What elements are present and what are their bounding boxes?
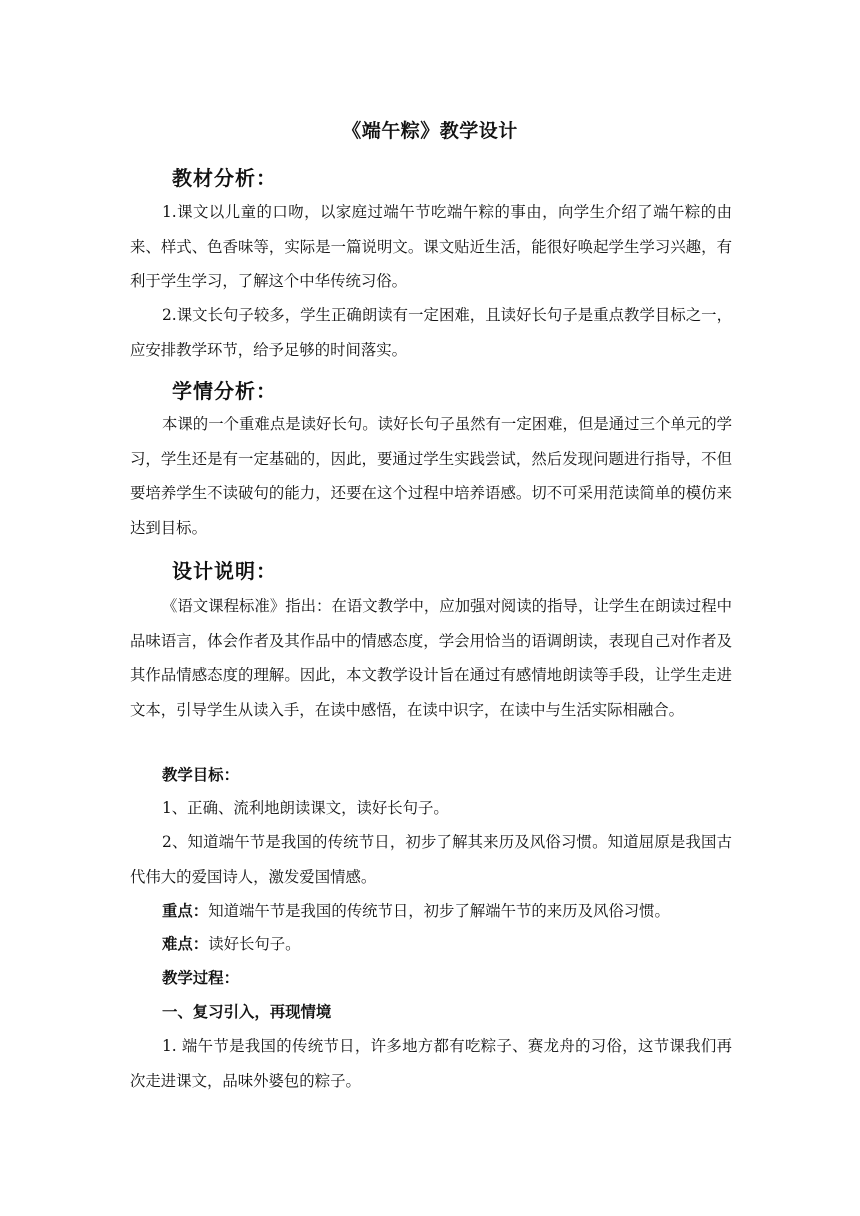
label-teaching-process: 教学过程： [162,969,239,987]
goal-item-1: 1、正确、流利地朗读课文，读好长句子。 [162,799,449,817]
heading-learner-analysis: 学情分析： [172,379,277,403]
difficulty-line [162,927,301,961]
paragraph-design-1: 《语文课程标准》指出：在语文教学中，应加强对阅读的指导，让学生在朗读过程中品味语言，体会作者及其作品中的情感态度，学会用恰当的语调朗读，表现自己对作者及其作品情感态度的理解。因此，本文教学设计旨在通过有感情地朗读等手段，让学生走进文本，引导学生从读入手，在读中感悟，在读中识字，在读中与生活实际相融合。 [130,597,732,719]
difficulty-label: 难点： [162,935,209,953]
step-1-paragraph-1: 1. 端午节是我国的传统节日，许多地方都有吃粽子、赛龙舟的习俗，这节课我们再次走进课文，品味外婆包的粽子。 [130,1037,732,1090]
paragraph-material-2: 2.课文长句子较多，学生正确朗读有一定困难，且读好长句子是重点教学目标之一，应安排教学环节，给予足够的时间落实。 [130,306,732,359]
label-teaching-goals: 教学目标： [162,766,239,784]
key-point-label: 重点： [162,902,209,920]
heading-material-analysis: 教材分析： [172,166,277,190]
step-1-title: 一、复习引入，再现情境 [162,1003,332,1021]
paragraph-material-1: 1.课文以儿童的口吻，以家庭过端午节吃端午粽的事由，向学生介绍了端午粽的由来、样式、色香味等，实际是一篇说明文。课文贴近生活，能很好唤起学生学习兴趣，有利于学生学习，了解这个中华传统习俗。 [130,203,732,290]
goal-item-2: 2、知道端午节是我国的传统节日，初步了解其来历及风俗习惯。知道屈原是我国古代伟大的爱国诗人，激发爱国情感。 [130,833,732,886]
key-point-text: 知道端午节是我国的传统节日，初步了解端午节的来历及风俗习惯。 [208,902,670,920]
heading-design-notes: 设计说明： [172,559,277,583]
difficulty-text: 读好长句子。 [208,935,301,953]
key-point-line [162,894,670,928]
document-title: 《端午粽》教学设计 [342,120,518,142]
paragraph-learner-1: 本课的一个重难点是读好长句。读好长句子虽然有一定困难，但是通过三个单元的学习，学生还是有一定基础的，因此，要通过学生实践尝试，然后发现问题进行指导，不但要培养学生不读破句的能力，还要在这个过程中培养语感。切不可采用范读简单的模仿来达到目标。 [130,415,732,537]
